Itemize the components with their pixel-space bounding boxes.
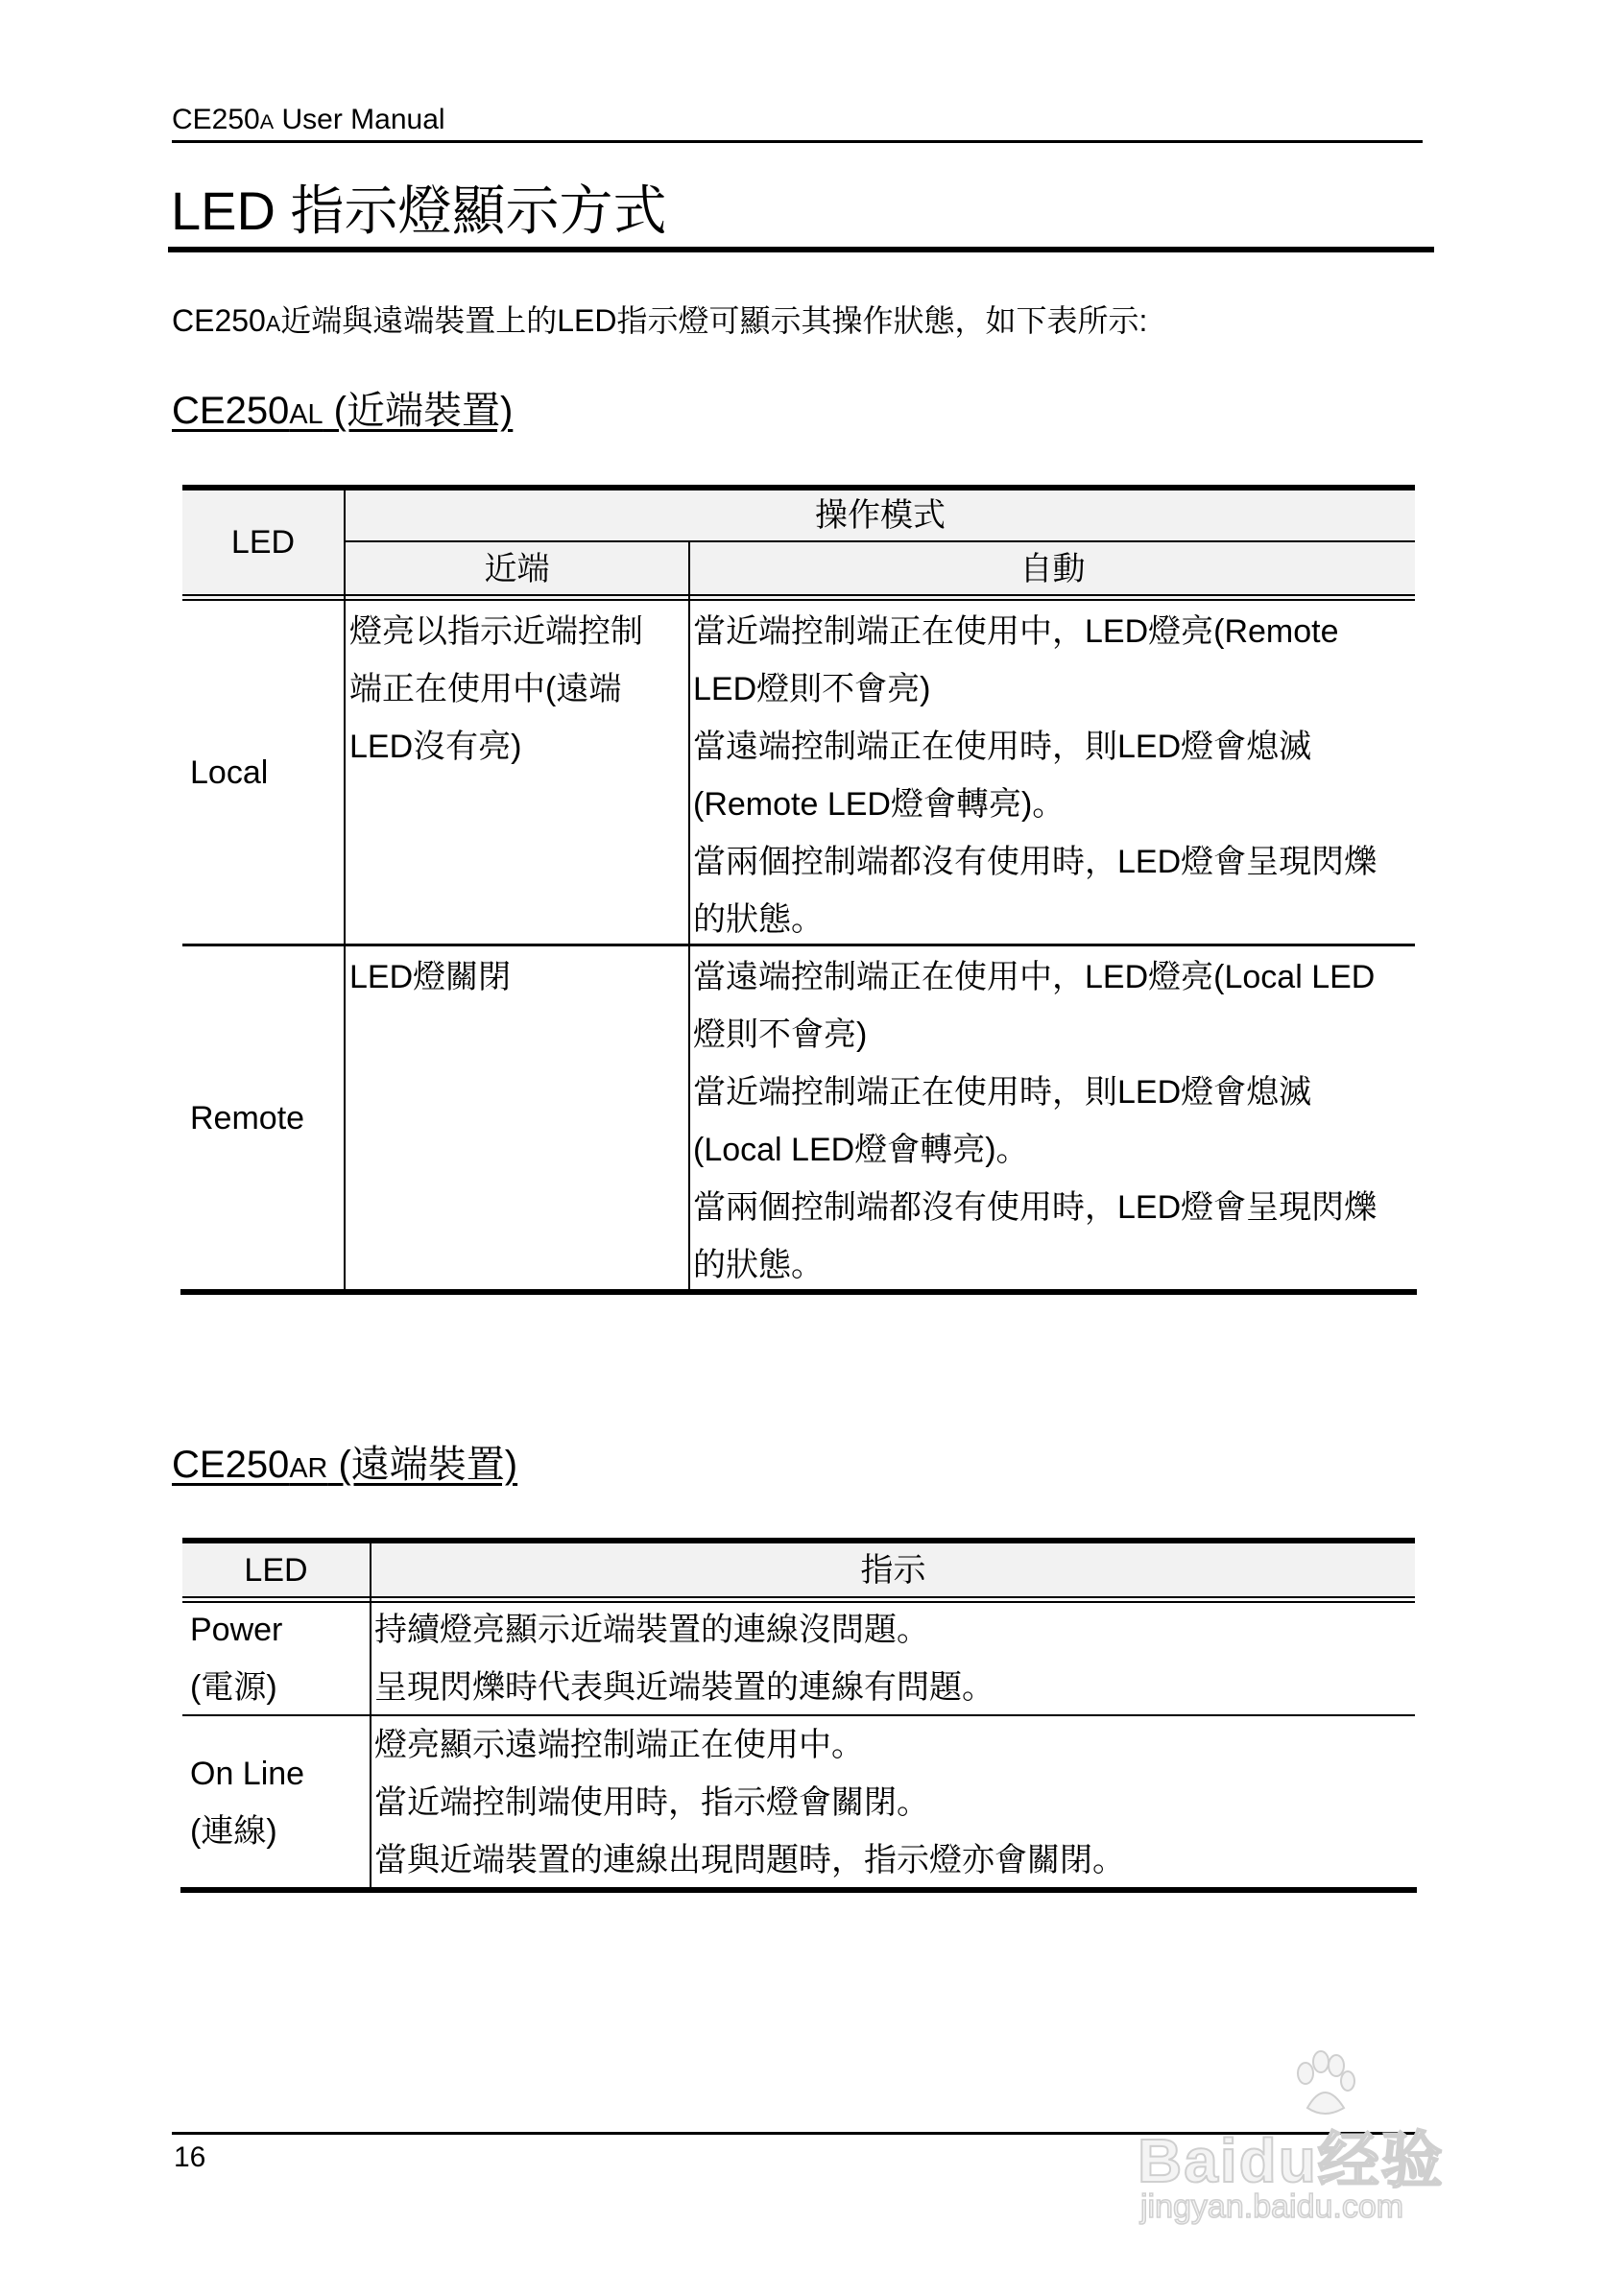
baidu-watermark — [1133, 2045, 1517, 2236]
led-name-zh: (連線) — [190, 1813, 277, 1850]
row-led-power — [190, 1601, 282, 1716]
text-line: 當兩個控制端都沒有使用時，LED燈會呈現閃爍 — [693, 1189, 1377, 1226]
heading-suffix: AL — [289, 399, 323, 430]
text-line: 當遠端控制端正在使用中，LED燈亮(Local LED — [693, 959, 1376, 995]
text-line: 持續燈亮顯示近端裝置的連線沒問題。 — [374, 1612, 929, 1648]
watermark-brand: Baidu经验 — [1138, 2126, 1445, 2195]
intro-text: 近端與遠端裝置上的LED指示燈可顯示其操作狀態，如下表所示: — [280, 303, 1148, 338]
online-indication — [374, 1716, 1125, 1889]
heading-rest: (遠端裝置) — [327, 1444, 518, 1486]
heading-rest: (近端裝置) — [323, 390, 514, 432]
running-header — [172, 102, 445, 140]
text-line: LED燈關閉 — [349, 959, 512, 995]
header-model-suffix: A — [259, 109, 275, 133]
remote-unit-heading — [172, 1442, 517, 1492]
text-line: 當兩個控制端都沒有使用時，LED燈會呈現閃爍 — [693, 844, 1377, 880]
text-line: 呈現閃爍時代表與近端裝置的連線有問題。 — [374, 1669, 994, 1706]
text-line: 當遠端控制端正在使用時，則LED燈會熄滅 — [693, 729, 1312, 765]
col-header-led: LED — [230, 524, 296, 561]
header-rule — [172, 140, 1423, 143]
local-unit-heading — [172, 388, 513, 438]
text-line: 當近端控制端使用時，指示燈會關閉。 — [374, 1784, 929, 1821]
text-line: 當與近端裝置的連線出現問題時，指示燈亦會關閉。 — [374, 1842, 1125, 1878]
column-divider — [344, 490, 346, 1289]
text-line: 的狀態。 — [693, 1247, 824, 1283]
local-led-table — [182, 485, 1415, 1296]
row-led-online — [190, 1745, 304, 1860]
text-line: LED燈則不會亮) — [693, 671, 931, 707]
col-header-local: 近端 — [484, 551, 550, 587]
text-line: 燈亮以指示近端控制 — [349, 613, 643, 650]
text-line: 端正在使用中(遠端 — [349, 671, 622, 707]
power-indication — [374, 1601, 994, 1716]
page-title: LED 指示燈顯示方式 — [171, 180, 667, 241]
watermark-url: jingyan.baidu.com — [1140, 2188, 1404, 2225]
local-mode-auto-text — [693, 603, 1377, 948]
remote-mode-local-text — [349, 948, 511, 1006]
col-header-led: LED — [244, 1552, 308, 1589]
header-title: User Manual — [274, 104, 445, 135]
paw-icon — [1286, 2045, 1363, 2121]
led-name: Power — [190, 1612, 283, 1648]
intro-model: CE250 — [172, 303, 266, 338]
heading-suffix: AR — [289, 1453, 328, 1484]
heading-model: CE250 — [172, 390, 290, 432]
text-line: (Remote LED燈會轉亮)。 — [693, 786, 1066, 823]
col-header-auto: 自動 — [1019, 551, 1086, 587]
row-led-local: Local — [190, 754, 269, 791]
remote-mode-auto-text — [693, 948, 1377, 1294]
heading-model: CE250 — [172, 1444, 290, 1486]
text-line: (Local LED燈會轉亮)。 — [693, 1132, 1029, 1168]
column-divider — [688, 542, 690, 1289]
text-line: 當近端控制端正在使用時，則LED燈會熄滅 — [693, 1074, 1312, 1111]
header-model: CE250 — [172, 104, 260, 135]
page-number: 16 — [174, 2141, 206, 2173]
col-header-indication: 指示 — [860, 1552, 926, 1589]
header-double-rule — [182, 599, 1415, 601]
col-header-mode: 操作模式 — [815, 497, 946, 534]
intro-model-suffix: A — [265, 311, 281, 336]
intro-paragraph — [172, 300, 1147, 344]
text-line: 當近端控制端正在使用中，LED燈亮(Remote — [693, 613, 1339, 650]
text-line: 燈亮顯示遠端控制端正在使用中。 — [374, 1727, 864, 1763]
text-line: 的狀態。 — [693, 901, 824, 938]
remote-led-table — [182, 1538, 1415, 1895]
local-mode-local-text — [349, 603, 643, 776]
row-led-remote: Remote — [190, 1100, 305, 1136]
title-rule — [168, 247, 1434, 252]
led-name: On Line — [190, 1756, 305, 1792]
text-line: LED沒有亮) — [349, 729, 522, 765]
led-name-zh: (電源) — [190, 1669, 277, 1706]
text-line: 燈則不會亮) — [693, 1016, 868, 1053]
